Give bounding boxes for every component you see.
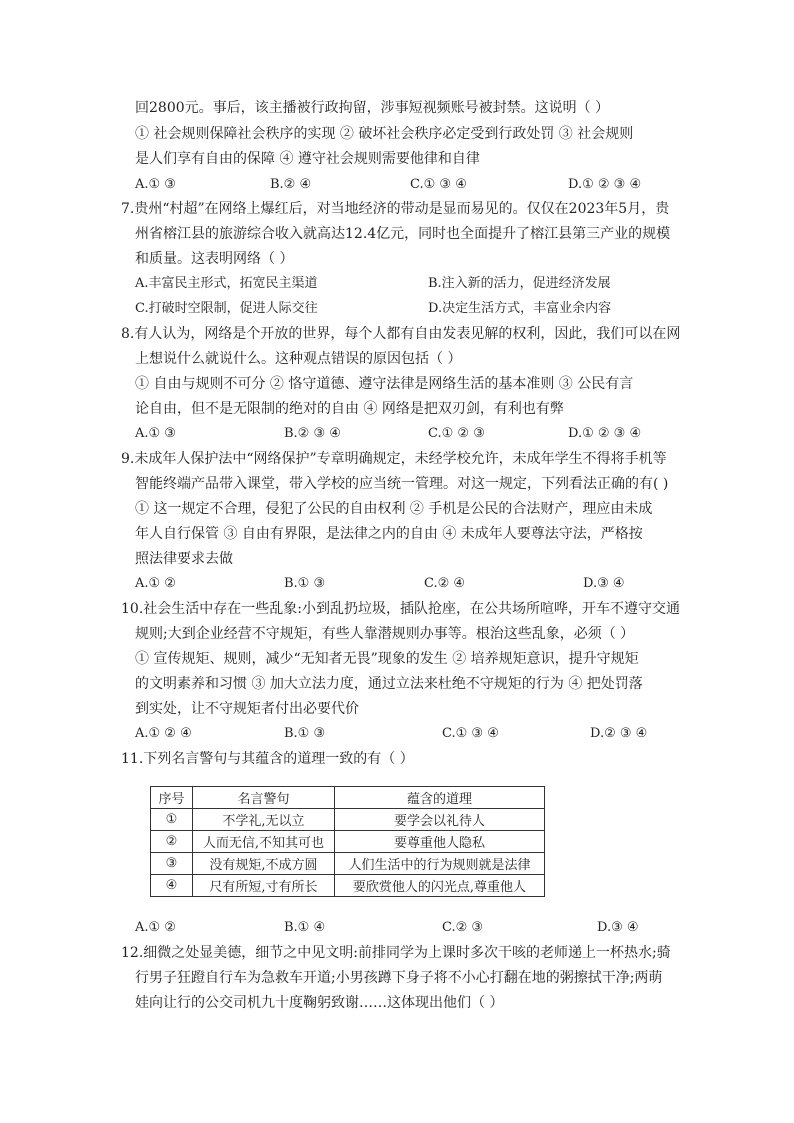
option-d: D.② ③ ④	[590, 726, 648, 741]
q7-options-row1	[0, 274, 794, 294]
q9-options	[0, 574, 794, 594]
option-b: B.注入新的活力，促进经济发展	[428, 276, 611, 291]
option-a: A.① ② ④	[135, 726, 192, 741]
option-b: B.① ③	[284, 726, 326, 741]
table-row	[151, 831, 545, 853]
option-c: C.① ② ③	[428, 426, 485, 441]
option-b: B.② ③ ④	[284, 426, 341, 441]
table-cell: 尺有所短,寸有所长	[193, 875, 335, 897]
table-row	[151, 875, 545, 897]
q9-line3: ① 这一规定不合理，侵犯了公民的自由权利 ② 手机是公民的合法财产，理应由未成	[135, 501, 653, 517]
table-cell: 不学礼,无以立	[193, 809, 335, 831]
table-cell: ④	[151, 875, 193, 897]
q9-line1: 9.未成年人保护法中“网络保护”专章明确规定，未经学校允许，未成年学生不得将手机等	[121, 451, 667, 467]
q8-options	[0, 424, 794, 444]
option-d: D.决定生活方式，丰富业余内容	[428, 301, 612, 316]
q9-line5: 照法律要求去做	[135, 551, 233, 567]
table-cell: 人而无信,不知其可也	[193, 831, 335, 853]
option-d: D.③ ④	[583, 576, 625, 591]
option-c: C.② ③	[442, 920, 484, 935]
q8-line1: 8.有人认为，网络是个开放的世界，每个人都有自由发表见解的权利，因此，我们可以在网	[121, 326, 681, 342]
table-header: 名言警句	[193, 787, 335, 809]
q9-line4: 年人自行保管 ③ 自由有界限，是法律之内的自由 ④ 未成年人要尊法守法，严格按	[135, 526, 643, 542]
option-c: C.打破时空限制，促进人际交往	[135, 301, 318, 316]
q10-line3: ① 宣传规矩、规则，减少“无知者无畏”现象的发生 ② 培养规矩意识，提升守规矩	[135, 651, 639, 667]
q12-line3: 娃向让行的公交司机九十度鞠躬致谢……这体现出他们（ ）	[135, 995, 504, 1011]
q6-line3: 是人们享有自由的保障 ④ 遵守社会规则需要他律和自律	[135, 151, 480, 167]
table-header: 蕴含的道理	[335, 787, 545, 809]
table-cell: 要学会以礼待人	[335, 809, 545, 831]
q9-line2: 智能终端产品带入课堂，带入学校的应当统一管理。对这一规定，下列看法正确的有( )	[135, 476, 669, 492]
option-a: A.丰富民主形式，拓宽民主渠道	[135, 276, 318, 291]
table-cell: ③	[151, 853, 193, 875]
option-c: C.① ③ ④	[442, 726, 499, 741]
q10-line4: 的文明素养和习惯 ③ 加大立法力度，通过立法来杜绝不守规矩的行为 ④ 把处罚落	[135, 676, 643, 692]
option-c: C.② ④	[424, 576, 466, 591]
q7-line1: 7.贵州“村超”在网络上爆红后，对当地经济的带动是显而易见的。仅仅在2023年5月，贵	[121, 201, 670, 217]
q8-line2: 上想说什么就说什么。这种观点错误的原因包括（ ）	[135, 351, 462, 367]
q10-line5: 到实处，让不守规矩者付出必要代价	[135, 701, 359, 717]
table-cell: 要欣赏他人的闪光点,尊重他人	[335, 875, 545, 897]
q10-options	[0, 724, 794, 744]
q6-options	[0, 175, 794, 195]
option-d: D.① ② ③ ④	[568, 426, 642, 441]
q8-line3: ① 自由与规则不可分 ② 恪守道德、遵守法律是网络生活的基本准则 ③ 公民有言	[135, 376, 634, 392]
q7-options-row2	[0, 299, 794, 319]
q12-line1: 12.细微之处显美德，细节之中见文明:前排同学为上课时多次干咳的老师递上一杯热水;骑	[121, 945, 671, 961]
table-cell: 要尊重他人隐私	[335, 831, 545, 853]
option-d: D.③ ④	[597, 920, 639, 935]
option-c: C.① ③ ④	[410, 177, 467, 192]
option-a: A.① ②	[135, 576, 176, 591]
option-b: B.① ③	[284, 576, 326, 591]
q7-line2: 州省榕江县的旅游综合收入就高达12.4亿元，同时也全面提升了榕江县第三产业的规模	[135, 226, 671, 242]
q10-line2: 规则;大到企业经营不守规矩，有些人靠潜规则办事等。根治这些乱象，必须（ ）	[135, 626, 635, 642]
q12-line2: 行男子狂蹬自行车为急救车开道;小男孩蹲下身子将不小心打翻在地的粥擦拭干净;两萌	[135, 970, 663, 986]
q6-line1: 回2800元。事后，该主播被行政拘留，涉事短视频账号被封禁。这说明（ ）	[135, 100, 610, 116]
q11-line1: 11.下列名言警句与其蕴含的道理一致的有（ ）	[121, 751, 414, 767]
table-cell: 没有规矩,不成方圆	[193, 853, 335, 875]
table-row	[151, 853, 545, 875]
table-cell: ①	[151, 809, 193, 831]
table-header: 序号	[151, 787, 193, 809]
option-a: A.① ③	[135, 177, 176, 192]
q8-line4: 论自由，但不是无限制的绝对的自由 ④ 网络是把双刃剑，有利也有弊	[135, 401, 564, 417]
table-header-row	[151, 787, 545, 809]
q7-line3: 和质量。这表明网络（ ）	[135, 251, 294, 267]
option-a: A.① ③	[135, 426, 176, 441]
table-cell: 人们生活中的行为规则就是法律	[335, 853, 545, 875]
table-row	[151, 809, 545, 831]
option-d: D.① ② ③ ④	[568, 177, 642, 192]
q6-line2: ① 社会规则保障社会秩序的实现 ② 破坏社会秩序必定受到行政处罚 ③ 社会规则	[135, 126, 634, 142]
option-b: B.① ④	[284, 920, 326, 935]
q10-line1: 10.社会生活中存在一些乱象:小到乱扔垃圾，插队抢座，在公共场所喧哗，开车不遵守交通	[121, 601, 680, 617]
option-a: A.① ②	[135, 920, 176, 935]
option-b: B.② ④	[270, 177, 312, 192]
proverb-table	[150, 786, 545, 897]
q11-options	[0, 918, 794, 938]
table-cell: ②	[151, 831, 193, 853]
